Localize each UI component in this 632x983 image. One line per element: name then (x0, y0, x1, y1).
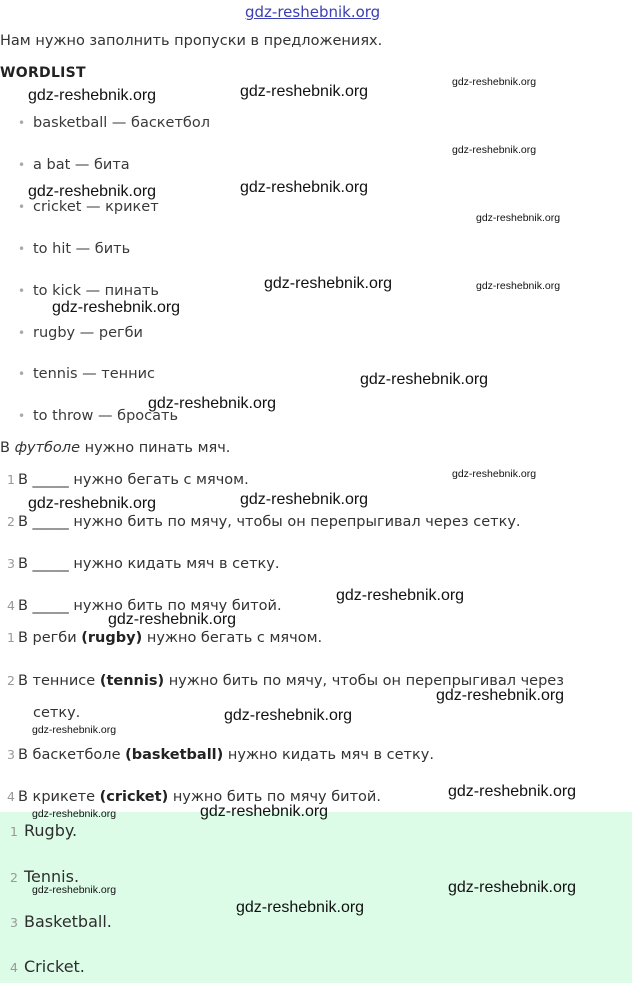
watermark: gdz-reshebnik.org (240, 491, 369, 508)
example-sentence: В футболе нужно пинать мяч. (0, 440, 231, 456)
wordlist-item: • rugby — регби (18, 325, 143, 341)
final-answers-box (0, 812, 632, 983)
watermark: gdz-reshebnik.org (264, 275, 393, 292)
intro-text: Нам нужно заполнить пропуски в предложениях. (0, 33, 383, 49)
answer-item: 2 В теннисе (tennis) нужно бить по мячу, чтобы он перепрыгивал через (7, 673, 564, 689)
bullet-icon: • (18, 326, 26, 340)
watermark: gdz-reshebnik.org (236, 899, 365, 916)
watermark: gdz-reshebnik.org (148, 395, 277, 412)
watermark: gdz-reshebnik.org (32, 884, 117, 896)
bullet-icon: • (18, 158, 26, 172)
wordlist-item: • to hit — бить (18, 241, 131, 257)
watermark: gdz-reshebnik.org (200, 803, 329, 820)
answer-item: 3 В баскетболе (basketball) нужно кидать мяч в сетку. (7, 747, 434, 763)
bullet-icon: • (18, 242, 26, 256)
watermark: gdz-reshebnik.org (28, 87, 157, 104)
bullet-icon: • (18, 409, 26, 423)
wordlist-title: WORDLIST (0, 65, 86, 81)
answer-item: 1 В регби (rugby) нужно бегать с мячом. (7, 630, 323, 646)
watermark: gdz-reshebnik.org (436, 687, 565, 704)
wordlist-item: • a bat — бита (18, 157, 130, 173)
watermark: gdz-reshebnik.org (240, 83, 369, 100)
watermark: gdz-reshebnik.org (28, 183, 157, 200)
site-link[interactable]: gdz-reshebnik.org (245, 3, 381, 21)
watermark: gdz-reshebnik.org (108, 611, 237, 628)
bullet-icon: • (18, 367, 26, 381)
watermark: gdz-reshebnik.org (224, 707, 353, 724)
watermark: gdz-reshebnik.org (452, 76, 537, 88)
watermark: gdz-reshebnik.org (32, 724, 117, 736)
watermark: gdz-reshebnik.org (452, 144, 537, 156)
bullet-icon: • (18, 200, 26, 214)
watermark: gdz-reshebnik.org (476, 212, 561, 224)
wordlist-item: • cricket — крикет (18, 199, 159, 215)
watermark: gdz-reshebnik.org (452, 468, 537, 480)
watermark: gdz-reshebnik.org (240, 179, 369, 196)
bullet-icon: • (18, 284, 26, 298)
task-item: 2 В _____ нужно бить по мячу, чтобы он перепрыгивал через сетку. (7, 514, 521, 530)
answer-continuation: сетку. (33, 705, 81, 721)
answer-item: 4 В крикете (cricket) нужно бить по мячу битой. (7, 789, 381, 805)
task-item: 4 В _____ нужно бить по мячу битой. (7, 598, 282, 614)
task-item: 1 В _____ нужно бегать с мячом. (7, 472, 249, 488)
wordlist-item: • to throw — бросать (18, 408, 178, 424)
bullet-icon: • (18, 116, 26, 130)
final-answer: 1 Rugby. (10, 821, 78, 840)
final-answer: 2 Tennis. (10, 867, 80, 886)
final-answer: 4 Cricket. (10, 957, 85, 976)
task-item: 3 В _____ нужно кидать мяч в сетку. (7, 556, 280, 572)
wordlist-item: • tennis — теннис (18, 366, 156, 382)
watermark: gdz-reshebnik.org (360, 371, 489, 388)
watermark: gdz-reshebnik.org (336, 587, 465, 604)
watermark: gdz-reshebnik.org (476, 280, 561, 292)
watermark: gdz-reshebnik.org (32, 808, 117, 820)
watermark: gdz-reshebnik.org (52, 299, 181, 316)
watermark: gdz-reshebnik.org (448, 783, 577, 800)
wordlist-item: • basketball — баскетбол (18, 115, 211, 131)
final-answer: 3 Basketball. (10, 912, 112, 931)
wordlist-item: • to kick — пинать (18, 283, 159, 299)
watermark: gdz-reshebnik.org (28, 495, 157, 512)
watermark: gdz-reshebnik.org (448, 879, 577, 896)
